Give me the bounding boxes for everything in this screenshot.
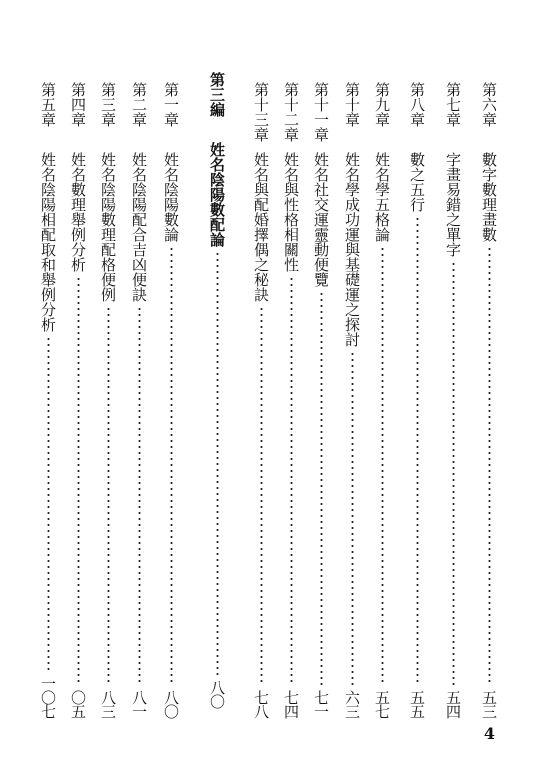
chapter-number: 第一章 xyxy=(162,82,180,127)
page-reference: 七四 xyxy=(282,690,300,718)
dot-leader xyxy=(216,251,219,676)
toc-entry-p3-ch1 xyxy=(160,82,182,718)
chapter-number: 第十三章 xyxy=(252,82,270,142)
chapter-title: 字畫易錯之單字 xyxy=(444,152,462,257)
chapter-title: 姓名學成功運與基礎運之探討 xyxy=(343,152,361,347)
dot-leader xyxy=(170,246,173,686)
dot-leader xyxy=(107,306,110,686)
toc-entry-p3-ch5 xyxy=(37,82,59,718)
dot-leader xyxy=(260,306,263,686)
dot-leader xyxy=(452,261,455,686)
toc-entry-ch7 xyxy=(442,82,464,718)
chapter-title: 姓名與性格相關性 xyxy=(282,152,300,272)
chapter-title: 姓名學五格論 xyxy=(373,152,391,242)
dot-leader xyxy=(381,246,384,686)
chapter-number: 第六章 xyxy=(480,82,498,127)
page-reference: 七八 xyxy=(252,690,270,718)
toc-entry-ch12 xyxy=(280,82,302,718)
toc-entry-p3-ch3 xyxy=(97,82,119,718)
chapter-number: 第十二章 xyxy=(282,82,300,142)
page-reference: 八一 xyxy=(130,690,148,718)
chapter-title: 數之五行 xyxy=(408,152,426,212)
chapter-number: 第九章 xyxy=(373,82,391,127)
dot-leader xyxy=(488,246,491,686)
chapter-number: 第七章 xyxy=(444,82,462,127)
chapter-number: 第五章 xyxy=(39,82,57,127)
chapter-title: 姓名陰陽配合吉凶便訣 xyxy=(130,152,148,302)
toc-entry-ch6 xyxy=(478,82,500,718)
toc-entry-ch10 xyxy=(341,82,363,718)
dot-leader xyxy=(77,276,80,686)
part-title: 姓名陰陽數配論 xyxy=(208,142,226,247)
page-reference: 〇五 xyxy=(69,690,87,718)
chapter-title: 姓名與配婚擇偶之秘訣 xyxy=(252,152,270,302)
chapter-title: 數字數理畫數 xyxy=(480,152,498,242)
page-number: 4 xyxy=(483,724,495,743)
toc-entry-ch13 xyxy=(250,82,272,718)
dot-leader xyxy=(47,336,50,672)
dot-leader xyxy=(416,216,419,686)
toc-entry-part3 xyxy=(206,72,228,708)
page-reference: 一〇七 xyxy=(39,676,57,718)
page-reference: 八三 xyxy=(99,690,117,718)
chapter-number: 第四章 xyxy=(69,82,87,127)
chapter-number: 第八章 xyxy=(408,82,426,127)
toc-entry-ch11 xyxy=(310,82,332,718)
chapter-title: 姓名陰陽相配取和舉例分析 xyxy=(39,152,57,332)
page-reference: 七一 xyxy=(312,690,330,718)
dot-leader xyxy=(351,351,354,686)
page-reference: 五四 xyxy=(444,690,462,718)
toc-entry-p3-ch2 xyxy=(128,82,150,718)
chapter-number: 第十章 xyxy=(343,82,361,127)
page-reference: 五三 xyxy=(480,690,498,718)
chapter-number: 第十一章 xyxy=(312,82,330,142)
chapter-title: 姓名陰陽數論 xyxy=(162,152,180,242)
chapter-number: 第三章 xyxy=(99,82,117,127)
page-reference: 五七 xyxy=(373,690,391,718)
page-reference: 八〇 xyxy=(208,680,226,708)
chapter-title: 姓名社交運靈動便覽 xyxy=(312,152,330,287)
dot-leader xyxy=(138,306,141,686)
dot-leader xyxy=(320,291,323,686)
part-number: 第三編 xyxy=(208,72,226,117)
dot-leader xyxy=(290,276,293,686)
chapter-number: 第二章 xyxy=(130,82,148,127)
page-reference: 五五 xyxy=(408,690,426,718)
toc-entry-p3-ch4 xyxy=(67,82,89,718)
chapter-title: 姓名數理舉例分析 xyxy=(69,152,87,272)
toc-entry-ch9 xyxy=(371,82,393,718)
page-reference: 八〇 xyxy=(162,690,180,718)
chapter-title: 姓名陰陽數理配格便例 xyxy=(99,152,117,302)
toc-entry-ch8 xyxy=(406,82,428,718)
page-reference: 六三 xyxy=(343,690,361,718)
